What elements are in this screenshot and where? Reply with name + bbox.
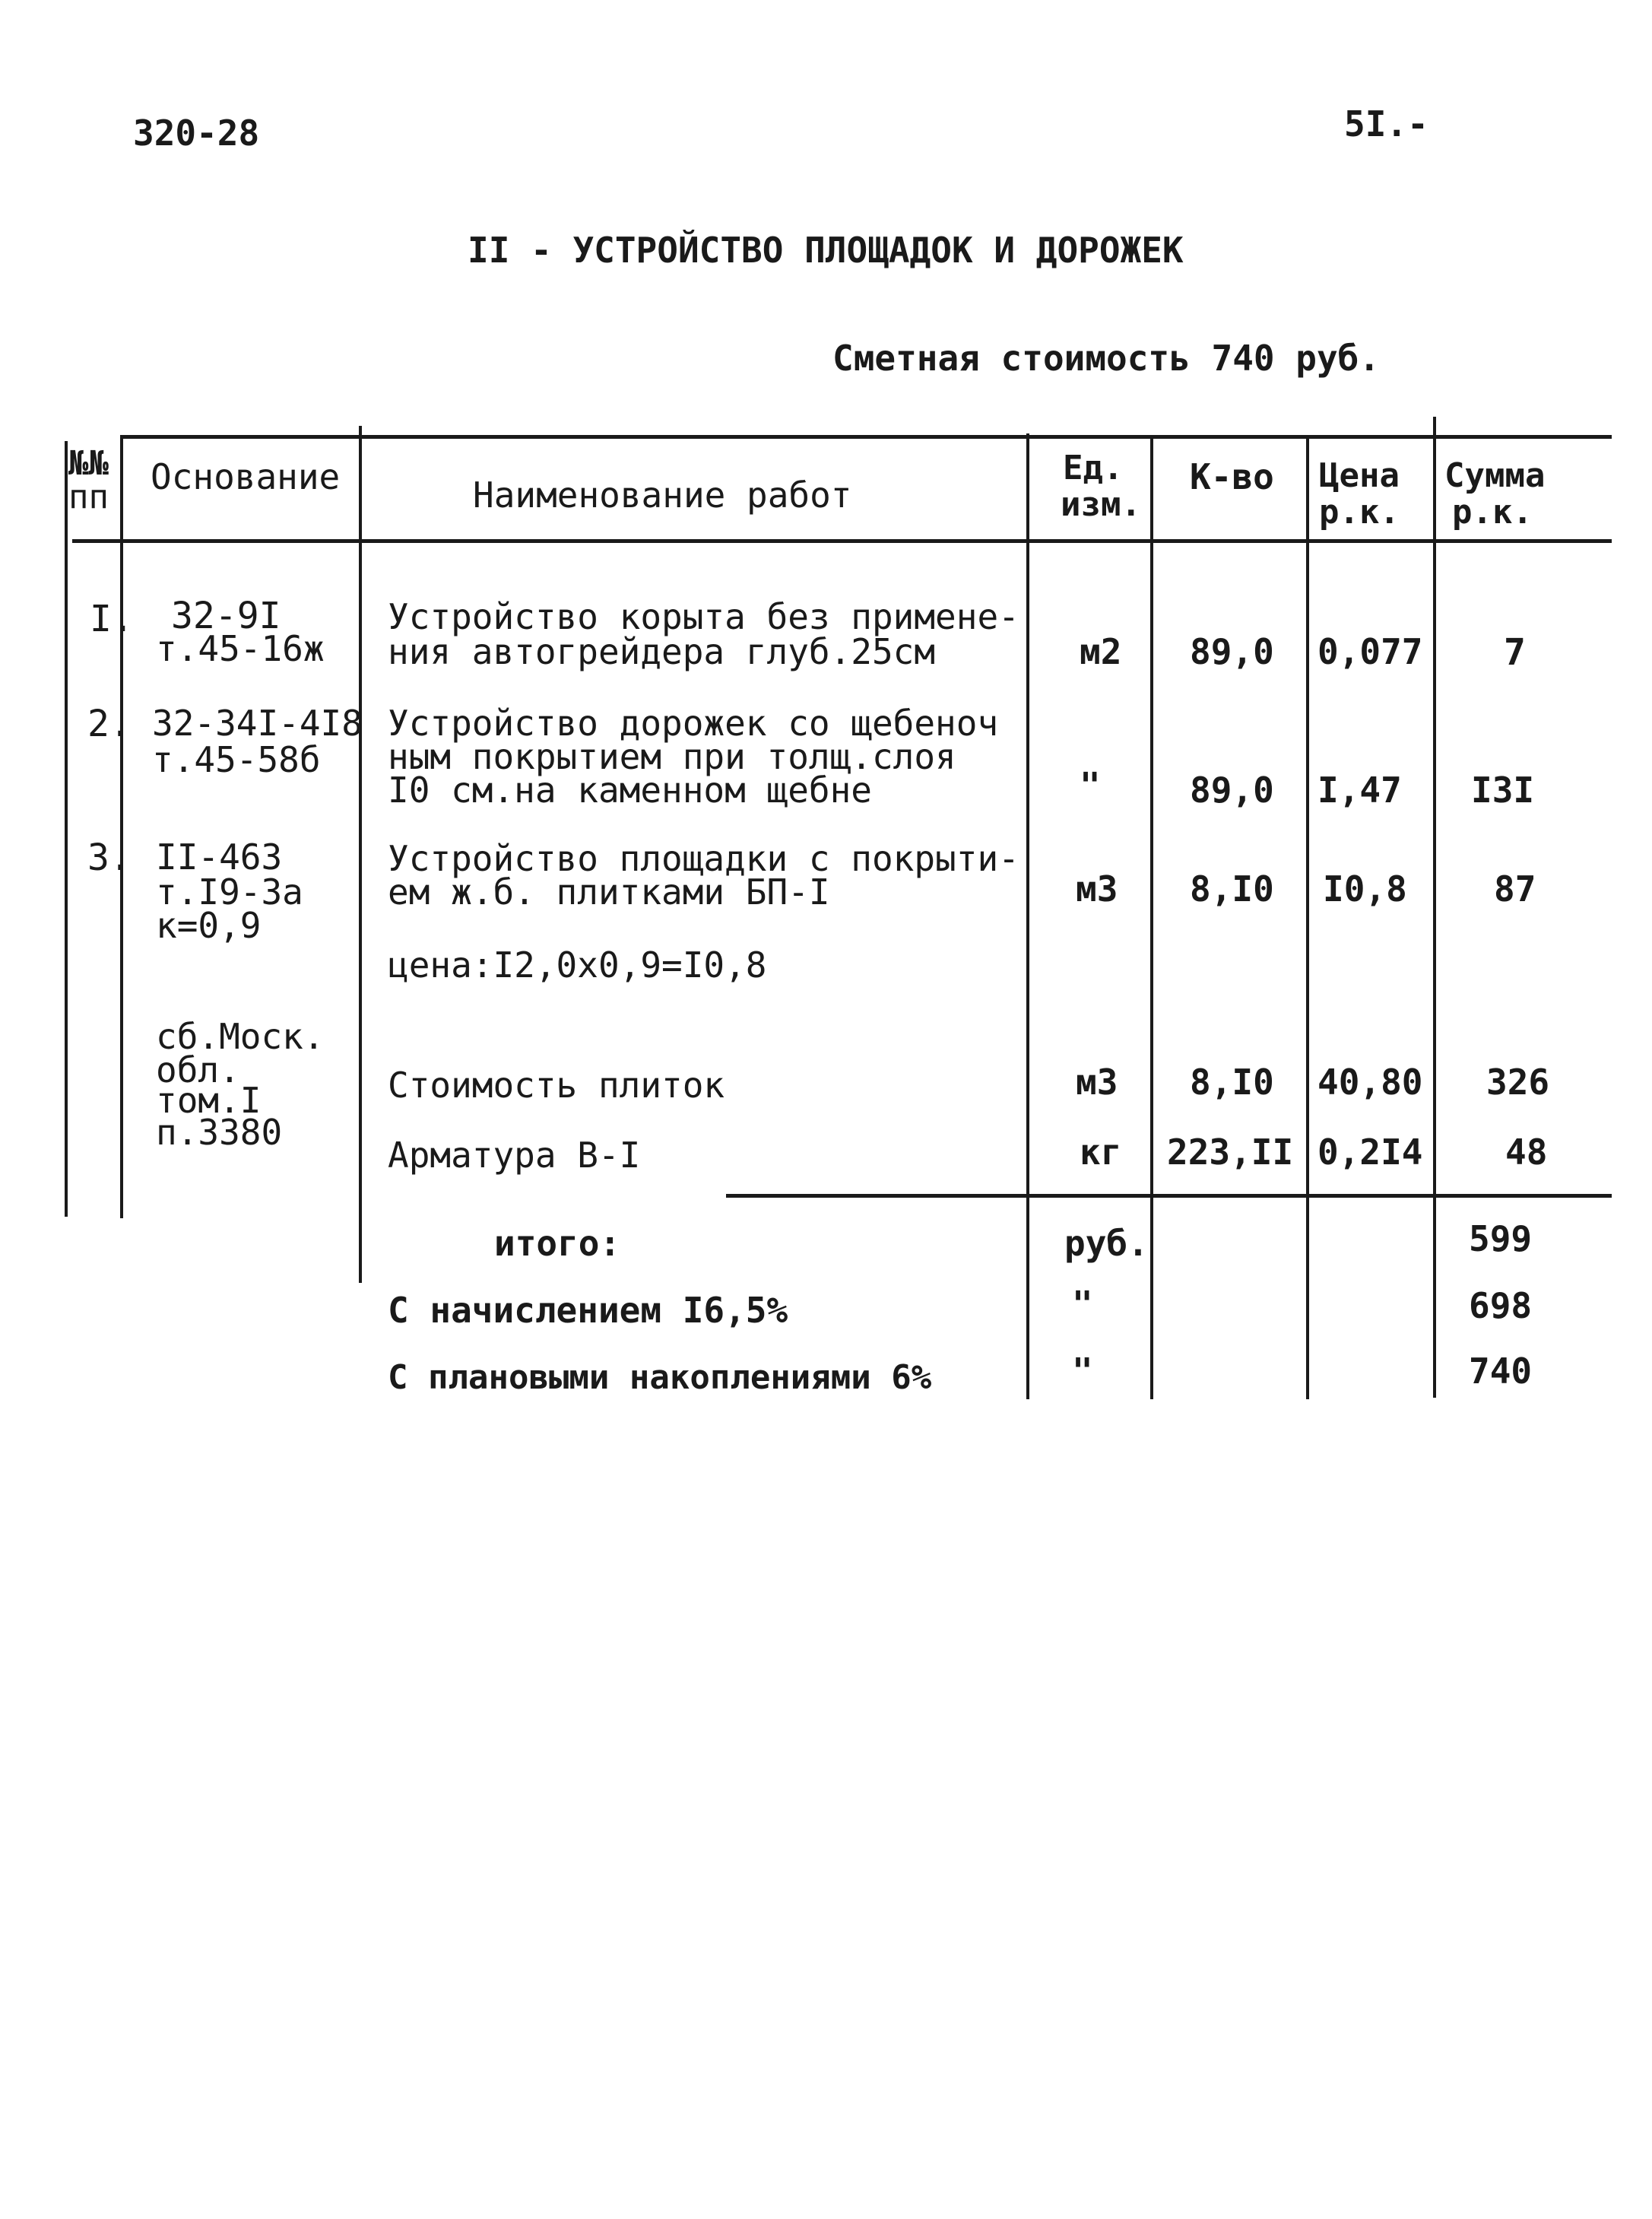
header-sum-line2: р.к.	[1452, 493, 1533, 532]
header-basis: Основание	[151, 456, 341, 497]
qty-cell: 89,0	[1190, 631, 1274, 672]
header-num-line2: пп	[68, 478, 109, 516]
totals-rule	[726, 1194, 1612, 1198]
basis-line: п.3380	[156, 1112, 283, 1153]
row-number: 2.	[87, 703, 132, 745]
col-divider-num	[120, 435, 123, 1218]
basis-line: т.I9-3а	[156, 871, 303, 913]
row-number: 3.	[87, 836, 132, 879]
work-name-line: Арматура В-I	[388, 1135, 641, 1176]
unit-cell: кг	[1080, 1132, 1122, 1173]
basis-line: II-463	[156, 836, 283, 878]
basis-line: т.45-58б	[152, 739, 321, 780]
price-cell: 40,80	[1317, 1062, 1423, 1103]
work-name-line: I0 см.на каменном щебне	[388, 770, 872, 811]
section-title: II - УСТРОЙСТВО ПЛОЩАДОК И ДОРОЖЕК	[468, 230, 1184, 271]
work-name-line: Стоимость плиток	[388, 1065, 725, 1106]
header-price-line1: Цена	[1319, 456, 1400, 495]
document-code: 320-28	[133, 113, 260, 154]
basis-line: т.45-16ж	[156, 628, 325, 669]
work-name-line: ем ж.б. плитками БП-I	[388, 871, 830, 913]
price-cell: I,47	[1317, 770, 1402, 811]
header-price-line2: р.к.	[1319, 493, 1400, 532]
unit-cell: м3	[1076, 1062, 1118, 1103]
basis-line: к=0,9	[156, 905, 262, 946]
total-sum: 698	[1469, 1285, 1533, 1326]
unit-cell: м3	[1076, 868, 1118, 910]
unit-cell: "	[1080, 765, 1101, 806]
table-top-rule	[122, 435, 1612, 439]
work-name-line: ным покрытием при толщ.слоя	[388, 736, 956, 777]
sum-cell: 87	[1494, 868, 1536, 910]
header-bottom-rule	[72, 539, 1612, 543]
header-name: Наименование работ	[473, 475, 852, 516]
total-label: итого:	[494, 1223, 621, 1264]
qty-cell: 89,0	[1190, 770, 1274, 811]
page-number: 5I.-	[1344, 103, 1428, 144]
qty-cell: 223,II	[1167, 1132, 1294, 1173]
total-unit: "	[1072, 1284, 1093, 1325]
left-border	[65, 441, 68, 1217]
estimate-cost: Сметная стоимость 740 руб.	[832, 338, 1381, 379]
sum-cell: 48	[1505, 1132, 1548, 1173]
qty-cell: 8,I0	[1190, 1062, 1274, 1103]
col-divider-basis	[359, 426, 362, 1283]
col-divider-unit	[1150, 435, 1153, 1399]
total-unit: "	[1072, 1351, 1093, 1392]
header-sum-line1: Сумма	[1444, 456, 1546, 495]
unit-cell: м2	[1080, 631, 1122, 672]
price-cell: I0,8	[1323, 868, 1407, 910]
total-sum: 740	[1469, 1351, 1533, 1392]
col-divider-qty	[1306, 435, 1309, 1399]
basis-line: сб.Моск.	[156, 1016, 325, 1057]
work-name-line: ния автогрейдера глуб.25см	[388, 631, 936, 672]
total-label: С начислением I6,5%	[388, 1290, 788, 1331]
basis-line: обл.	[156, 1049, 240, 1090]
header-unit-line2: изм.	[1061, 485, 1141, 524]
sum-cell: 326	[1486, 1062, 1550, 1103]
work-name-line: Устройство площадки с покрыти-	[388, 838, 1019, 879]
sum-cell: I3I	[1471, 770, 1535, 811]
header-unit-line1: Ед.	[1063, 449, 1124, 487]
total-sum: 599	[1469, 1218, 1533, 1259]
qty-cell: 8,I0	[1190, 868, 1274, 910]
header-num-line1: №№	[68, 444, 109, 483]
work-name-line: Устройство корыта без примене-	[388, 596, 1019, 637]
price-cell: 0,2I4	[1317, 1132, 1423, 1173]
total-unit: руб.	[1064, 1223, 1149, 1264]
price-note: цена:I2,0х0,9=I0,8	[388, 944, 767, 986]
basis-line: том.I	[156, 1080, 262, 1121]
row-number: I.	[90, 598, 134, 640]
total-label: С плановыми накоплениями 6%	[388, 1358, 932, 1397]
basis-line: 32-34I-4I8	[152, 703, 363, 744]
basis-line: 32-9I	[171, 595, 281, 637]
sum-cell: 7	[1504, 631, 1526, 674]
work-name-line: Устройство дорожек со щебеноч	[388, 703, 999, 744]
col-divider-price	[1433, 417, 1436, 1398]
col-divider-name	[1026, 433, 1029, 1399]
header-qty: К-во	[1190, 456, 1274, 497]
price-cell: 0,077	[1317, 631, 1423, 672]
